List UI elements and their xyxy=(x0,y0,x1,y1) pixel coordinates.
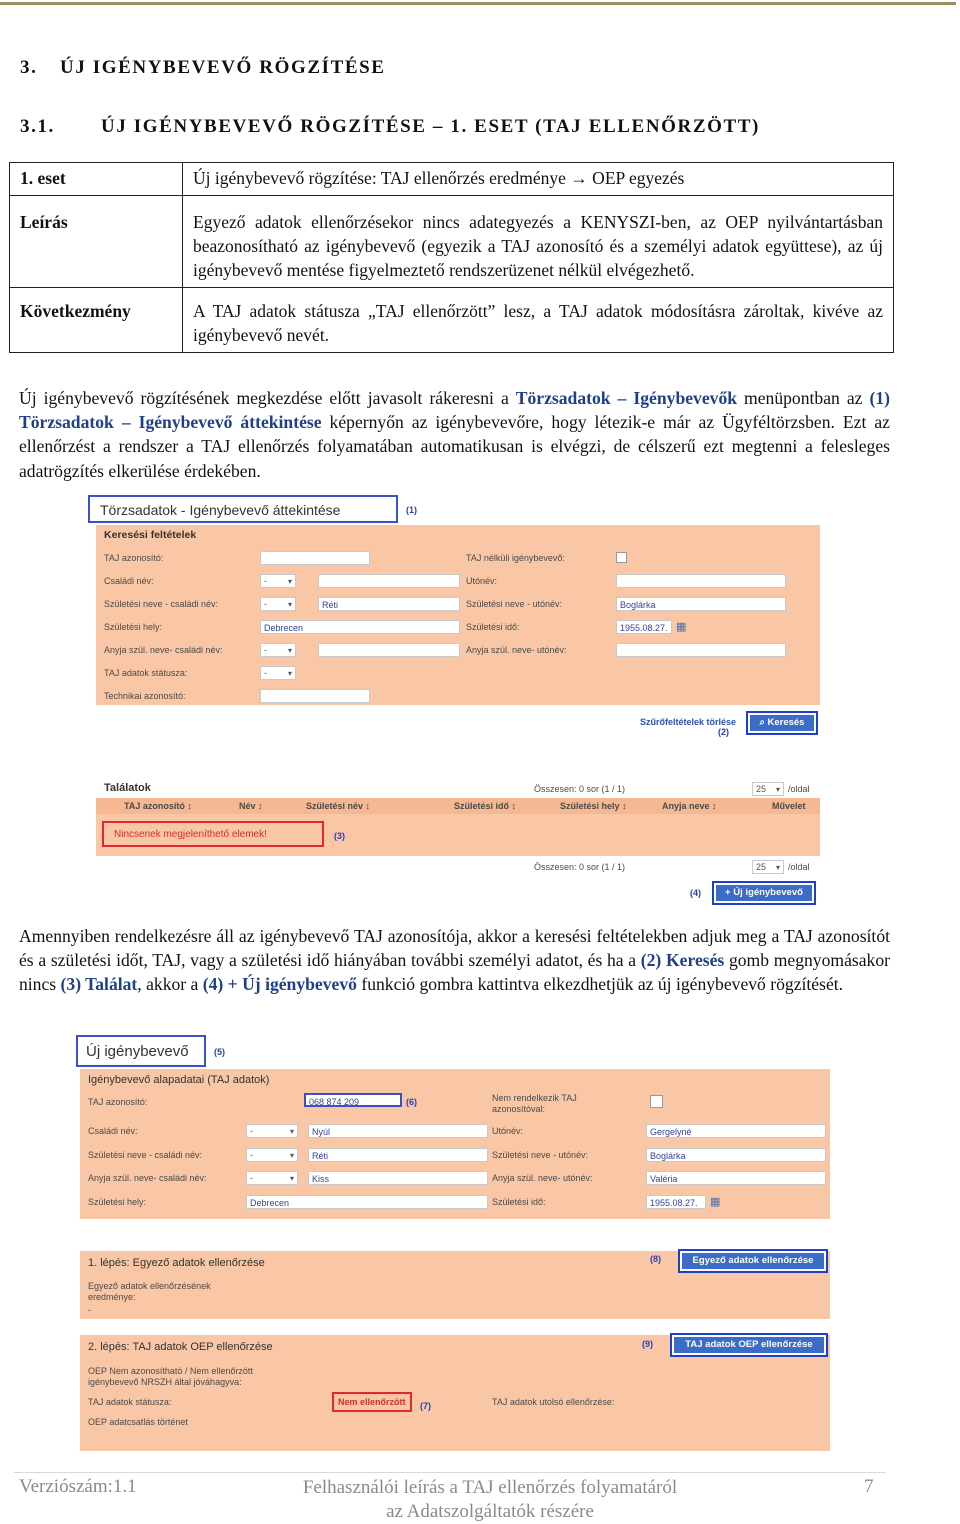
per-page-select[interactable]: 25 ▾ xyxy=(752,782,784,796)
select[interactable]: - ▾ xyxy=(260,597,296,611)
per-page-select[interactable]: 25 ▾ xyxy=(752,860,784,874)
footer-title: Felhasználói leírás a TAJ ellenőrzés folyamatáról az Adatszolgáltatók részére xyxy=(302,1477,678,1522)
anyja-csaladi-input[interactable]: Kiss xyxy=(308,1171,488,1185)
screen-title: Törzsadatok - Igénybevevő áttekintése xyxy=(100,502,341,518)
table-key: Következmény xyxy=(10,288,183,353)
anyja-csaladi-input[interactable] xyxy=(318,643,460,657)
step-gap xyxy=(80,1319,830,1335)
status-badge: Nem ellenőrzött xyxy=(332,1392,412,1412)
select[interactable]: - ▾ xyxy=(246,1124,298,1138)
results-title: Találatok xyxy=(104,782,151,794)
table-key: Leírás xyxy=(10,196,183,288)
search-button[interactable]: ⌕ Keresés xyxy=(748,713,816,733)
step1-title: 1. lépés: Egyező adatok ellenőrzése xyxy=(88,1257,265,1269)
new-panel: Igénybevevő alapadatai (TAJ adatok) TAJ azonosító: Családi név: Születési neve - családi név: Anyja szül. neve- családi név: Születési hely: 068 874 209 (6) - ▾ Nyúl - ▾ Réti - ▾ Kiss Debrecen Nem rendelkezik TAJ azonosítóval: Utónév: Születési neve - utónév: Anyja szül. neve- utónév: Születési idő: Gergelyné Boglárka Valéria 1955.08.27. ▦ 1. lépés: Egyező adatok ellenőrzése (8) Egyező adatok ellenőrzése Egyező adatok ellenőrzésének eredménye: - 2. lépés: TAJ adatok OEP ellenőrzése (9) TAJ adatok OEP ellenőrzése OEP Nem azonosítható / Nem ellenőrzött igénybevevő NRSZH által jóváhagyva: TAJ adatok státusza: TAJ adatok utolsó ellenőrzése: OEP adatcsatlás történet xyxy=(80,1069,830,1451)
no-results-box xyxy=(102,821,324,847)
anyja-utonev-input[interactable] xyxy=(616,643,786,657)
utonev-input[interactable]: Gergelyné xyxy=(646,1124,826,1138)
paragraph-1: Új igénybevevő rögzítésének megkezdése előtt javasolt rákeresni a Törzsadatok – Igénybevevők menüpontban az (1) Törzsadatok – Igénybevevő áttekintése képernyőn az igénybevevőre, hogy létezik-e már az Ügyféltörzsben. Ezt az ellenőrzést a rendszer a TAJ ellenőrzés folyamatában automatikusan is elvégzi, de célszerű ezt megtenni a felesleges adatrögzítés elkerülése érdekében. xyxy=(19,388,890,481)
section-title: Keresési feltételek xyxy=(104,529,197,541)
marker: (6) xyxy=(406,1097,417,1107)
calendar-icon[interactable]: ▦ xyxy=(710,1196,721,1208)
taj-input[interactable] xyxy=(260,551,370,565)
results-header: TAJ azonosító ↕ Név ↕ Születési név ↕ Születési idő ↕ Születési hely ↕ Anyja neve ↕ Művelet xyxy=(96,798,820,814)
szul-csaladi-input[interactable]: Réti xyxy=(308,1148,488,1162)
tech-id-input[interactable] xyxy=(260,689,370,703)
select[interactable]: - ▾ xyxy=(246,1171,298,1185)
marker: (3) xyxy=(334,831,345,841)
select[interactable]: - ▾ xyxy=(260,643,296,657)
screen-title: Új igénybevevő xyxy=(86,1043,189,1060)
marker: (8) xyxy=(650,1254,661,1264)
taj-input[interactable]: 068 874 209 xyxy=(304,1093,402,1107)
table-value: Egyező adatok ellenőrzésekor nincs adategyezés a KENYSZI-ben, az OEP nyilvántartásban beazonosítható az igénybevevő (egyezik a TAJ azonosító és a személyi adatok együttese), az új igénybevevő mentése figyelmeztető rendszerüzenet nélkül elvégezhető. xyxy=(183,196,894,288)
table-row xyxy=(10,288,894,353)
szul-utonev-input[interactable]: Boglárka xyxy=(646,1148,826,1162)
footer-rule xyxy=(14,1472,886,1473)
screenshot-new xyxy=(76,1035,834,1453)
szul-ido-input[interactable]: 1955.08.27. xyxy=(646,1195,706,1209)
select[interactable]: - ▾ xyxy=(246,1148,298,1162)
search-panel: Keresési feltételek TAJ azonosító: Családi név: Születési neve - családi név: Születési hely: Anyja szül. neve- családi név: TAJ adatok státusza: Technikai azonosító: - ▾ - ▾ Réti Debrecen - ▾ - ▾ TAJ nélküli igénybevevő: Utónév: Születési neve - utónév: Születési idő: Anyja szül. neve- utónév: Boglárka 1955.08.27. ▦ xyxy=(96,525,820,705)
table-row xyxy=(10,163,894,196)
szul-utonev-input[interactable]: Boglárka xyxy=(616,597,786,611)
select[interactable]: - ▾ xyxy=(260,666,296,680)
header-rule xyxy=(0,2,956,5)
heading-3: 3. ÚJ IGÉNYBEVEVŐ RÖGZÍTÉSE xyxy=(20,57,386,78)
footer-version: Verziószám:1.1 xyxy=(19,1476,137,1497)
screenshot-search: Törzsadatok - Igénybevevő áttekintése (1) Keresési feltételek TAJ azonosító: Családi név: Születési neve - családi név: Születési hely: Anyja szül. neve- családi név: TAJ adatok státusza: Technikai azonosító: - ▾ - ▾ Réti Debrecen - ▾ - ▾ TAJ nélküli igénybevevő: Utónév: Születési neve - utónév: Születési idő: Anyja szül. neve- utónév: Boglárka 1955.08.27. ▦ Szűrőfeltételek törlése (2) ⌕ Keresés Találatok Összesen: 0 sor (1 / 1) 25 ▾ /oldal TAJ azonosító ↕ Név ↕ Születési név ↕ Születési idő ↕ Születési hely ↕ Anyja neve ↕ Művelet Nincsenek megjeleníthető elemek! (3) Összesen: 0 sor (1 / 1) 25 ▾ /oldal (4) + Új igénybevevő xyxy=(88,495,824,910)
section-title: Igénybevevő alapadatai (TAJ adatok) xyxy=(88,1074,270,1086)
marker: (1) xyxy=(406,505,417,515)
heading-3-1: 3.1. ÚJ IGÉNYBEVEVŐ RÖGZÍTÉSE – 1. ESET (TAJ ELLENŐRZÖTT) xyxy=(20,116,760,137)
marker: (4) xyxy=(690,888,701,898)
step2-title: 2. lépés: TAJ adatok OEP ellenőrzése xyxy=(88,1341,273,1353)
utonev-input[interactable] xyxy=(616,574,786,588)
marker: (5) xyxy=(214,1047,225,1057)
nem-rendelkezik-taj-checkbox[interactable] xyxy=(650,1095,663,1108)
clear-filters-link[interactable]: Szűrőfeltételek törlése xyxy=(640,717,737,727)
new-igenybevevo-button[interactable]: + Új igénybevevő xyxy=(714,883,814,903)
csaladi-input[interactable]: Nyúl xyxy=(308,1124,488,1138)
screen-title-box xyxy=(88,495,398,523)
marker: (9) xyxy=(642,1339,653,1349)
szul-ido-input[interactable]: 1955.08.27. xyxy=(616,620,672,634)
screen-title-box xyxy=(76,1035,206,1067)
table-row xyxy=(10,196,894,288)
select[interactable]: - ▾ xyxy=(260,574,296,588)
table-value: A TAJ adatok státusza „TAJ ellenőrzött” lesz, a TAJ adatok módosításra zároltak, kivéve az igénybevevő nevét. xyxy=(183,288,894,353)
paragraph-2: Amennyiben rendelkezésre áll az igénybevevő TAJ azonosítója, akkor a keresési feltételekben adjuk meg a TAJ azonosítót és a születési időt, TAJ, vagy a születési idő hiányában további személyi adatot, és ha a (2) Keresés gomb megnyomásakor nincs (3) Találat, akkor a (4) + Új igénybevevő funkció gombra kattintva elkezdhetjük az új igénybevevő rögzítését. xyxy=(19,926,890,995)
anyja-utonev-input[interactable]: Valéria xyxy=(646,1171,826,1185)
case-table xyxy=(9,162,894,353)
taj-nelkuli-checkbox[interactable] xyxy=(616,552,627,563)
szul-csaladi-input[interactable]: Réti xyxy=(318,597,460,611)
footer-page-number: 7 xyxy=(864,1476,874,1497)
no-results-text: Nincsenek megjeleníthető elemek! xyxy=(114,829,267,840)
step-gap xyxy=(80,1219,830,1251)
csaladi-input[interactable] xyxy=(318,574,460,588)
egyezo-adatok-button[interactable]: Egyező adatok ellenőrzése xyxy=(680,1251,826,1271)
oep-ellenorzes-button[interactable]: TAJ adatok OEP ellenőrzése xyxy=(672,1335,826,1355)
szul-hely-input[interactable]: Debrecen xyxy=(260,620,460,634)
table-value: Új igénybevevő rögzítése: TAJ ellenőrzés eredménye → OEP egyezés xyxy=(183,163,894,196)
marker: (7) xyxy=(420,1401,431,1411)
szul-hely-input[interactable]: Debrecen xyxy=(246,1195,488,1209)
table-key: 1. eset xyxy=(10,163,183,196)
calendar-icon[interactable]: ▦ xyxy=(676,621,687,633)
marker: (2) xyxy=(718,727,729,737)
